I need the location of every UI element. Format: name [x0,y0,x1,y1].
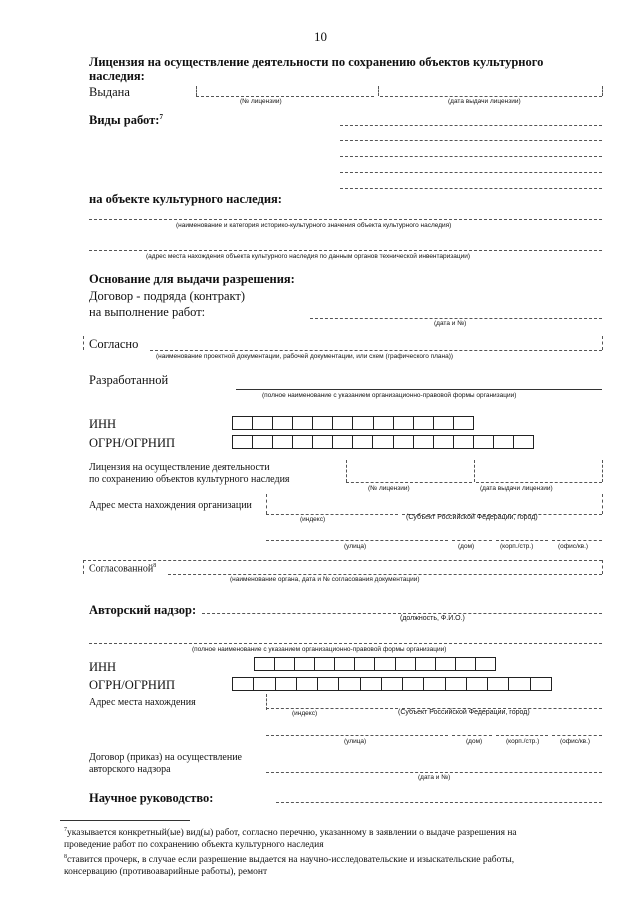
developed-ogrn-label: ОГРН/ОГРНИП [89,436,175,450]
developed-license-number-caption: (№ лицензии) [368,485,410,492]
work-type-line-2[interactable] [340,140,602,141]
license-number-caption: (№ лицензии) [240,98,282,105]
footnote-8-line1 [64,854,514,865]
heritage-object-address-field[interactable] [89,250,602,251]
according-left-border [83,336,84,350]
author-index-field[interactable] [266,708,398,709]
scientific-field[interactable] [276,802,602,803]
author-office-field[interactable] [552,735,602,736]
developed-office-caption: (офис/кв.) [558,543,589,550]
author-inn-label: ИНН [89,660,117,674]
author-index-caption: (индекс) [292,710,318,717]
footnote-7-mark: 7 [64,827,67,833]
author-address-label: Адрес места нахождения [89,697,196,708]
footnote-separator [60,820,190,821]
dev-license-divider [474,460,475,482]
author-contract-label-line2: авторского надзора [89,764,171,775]
developed-license-date-field[interactable] [476,482,602,483]
agreed-field[interactable] [168,574,602,575]
developed-index-caption: (индекс) [300,516,326,523]
footnote-7-line1 [64,827,517,838]
author-house-caption: (дом) [466,738,483,745]
author-contract-caption: (дата и №) [418,774,451,781]
agreed-caption: (наименование органа, дата и № согласования документации) [230,576,420,583]
dev-license-right-border [602,460,603,482]
license-number-field[interactable] [196,96,374,97]
contract-caption: (дата и №) [434,320,467,327]
license-date-caption: (дата выдачи лицензии) [448,98,521,105]
developed-license-number-field[interactable] [346,482,472,483]
license-field-divider [378,86,379,96]
author-building-field[interactable] [496,735,548,736]
according-right-border [602,336,603,350]
footnote-8-ref: 8 [153,563,157,569]
developed-license-label-line2: по сохранению объектов культурного наследия [89,474,290,485]
heritage-object-name-field[interactable] [89,219,602,220]
developed-address-label: Адрес места нахождения организации [89,500,252,511]
developed-house-caption: (дом) [458,543,475,550]
according-label: Согласно [89,337,139,351]
developed-ogrn-cells[interactable] [232,435,534,449]
developed-inn-cells[interactable] [232,416,474,430]
developed-office-field[interactable] [552,540,602,541]
heritage-object-name-caption: (наименование и категория историко-культурного значения объекта культурного наследия) [176,222,452,229]
author-subject-caption: (Субъект Российской Федерации, город) [398,709,530,716]
dev-license-left-border [346,460,347,482]
author-contract-label-line1: Договор (приказ) на осуществление [89,752,242,763]
contract-label-line2: на выполнение работ: [89,305,206,319]
work-type-line-5[interactable] [340,188,602,189]
developed-index-field[interactable] [266,514,398,515]
according-caption: (наименование проектной документации, рабочей документации, или схем (графического плана)) [156,353,454,360]
developed-inn-label: ИНН [89,417,117,431]
author-street-caption: (улица) [344,738,367,745]
license-title-line1: Лицензия на осуществление деятельности по сохранению объектов культурного [89,55,544,69]
contract-field[interactable] [310,318,602,319]
footnote-7-line1-text: указывается конкретный(ые) вид(ы) работ, согласно перечню, указанному в заявлении о выдаче разрешения на [67,828,517,839]
author-house-field[interactable] [452,735,492,736]
developed-label: Разработанной [89,373,169,387]
scientific-title: Научное руководство: [89,791,214,805]
developed-license-label-line1: Лицензия на осуществление деятельности [89,462,270,473]
agreed-right-border [602,560,603,574]
developed-subject-caption: (Субъект Российской Федерации, город) [406,514,538,521]
author-ogrn-label: ОГРН/ОГРНИП [89,678,175,692]
dev-address-left-border [266,494,267,514]
work-types-label [89,113,163,128]
according-field[interactable] [150,350,602,351]
developed-street-field[interactable] [266,540,448,541]
developed-building-caption: (корп./стр.) [500,543,534,550]
developed-house-field[interactable] [452,540,492,541]
author-street-field[interactable] [266,735,448,736]
footnote-7-line2: проведение работ по сохранению объекта культурного наследия [64,840,324,850]
agreed-top-line [83,560,602,561]
agreed-left-border [83,560,84,574]
footnote-8-line1-text: ставится прочерк, в случае если разрешение выдается на научно-исследовательские и изыскательские работы, [67,855,515,866]
agreed-label-text: Согласованной [89,563,154,575]
author-building-caption: (корп./стр.) [506,738,540,745]
author-office-caption: (офис/кв.) [560,738,591,745]
author-supervision-title: Авторский надзор: [89,603,197,617]
license-date-field[interactable] [380,96,602,97]
author-supervision-position-field[interactable] [202,613,602,614]
footnote-8-mark: 8 [64,854,67,860]
work-type-line-3[interactable] [340,156,602,157]
author-contract-field[interactable] [266,772,602,773]
developed-building-field[interactable] [496,540,548,541]
license-title-line2: наследия: [89,69,145,83]
author-supervision-position-caption: (должность, Ф.И.О.) [400,615,465,622]
author-supervision-org-field[interactable] [89,643,602,644]
license-field-right-border [602,86,603,96]
issued-label: Выдана [89,85,130,99]
heritage-object-label: на объекте культурного наследия: [89,192,282,206]
developed-license-date-caption: (дата выдачи лицензии) [480,485,553,492]
agreed-label [89,563,156,574]
developed-caption: (полное наименование с указанием организационно-правовой формы организации) [262,392,517,399]
basis-title: Основание для выдачи разрешения: [89,272,295,286]
developed-field[interactable] [236,389,602,390]
author-inn-cells[interactable] [254,657,496,671]
work-types-label-text: Виды работ: [89,113,160,128]
work-type-line-4[interactable] [340,172,602,173]
work-type-line-1[interactable] [340,125,602,126]
footnote-8-line2: консервацию (противоаварийные работы), ремонт [64,867,268,877]
contract-label-line1: Договор - подряда (контракт) [89,289,246,303]
license-field-left-border [196,86,197,96]
author-ogrn-cells[interactable] [232,677,552,691]
developed-street-caption: (улица) [344,543,367,550]
dev-address-right-border [602,494,603,514]
heritage-object-address-caption: (адрес места нахождения объекта культурного наследия по данным органов технической инвентаризации) [146,253,471,260]
page-number: 10 [314,29,327,44]
author-supervision-org-caption: (полное наименование с указанием организационно-правовой формы организации) [192,646,447,653]
footnote-7-ref: 7 [159,113,163,121]
